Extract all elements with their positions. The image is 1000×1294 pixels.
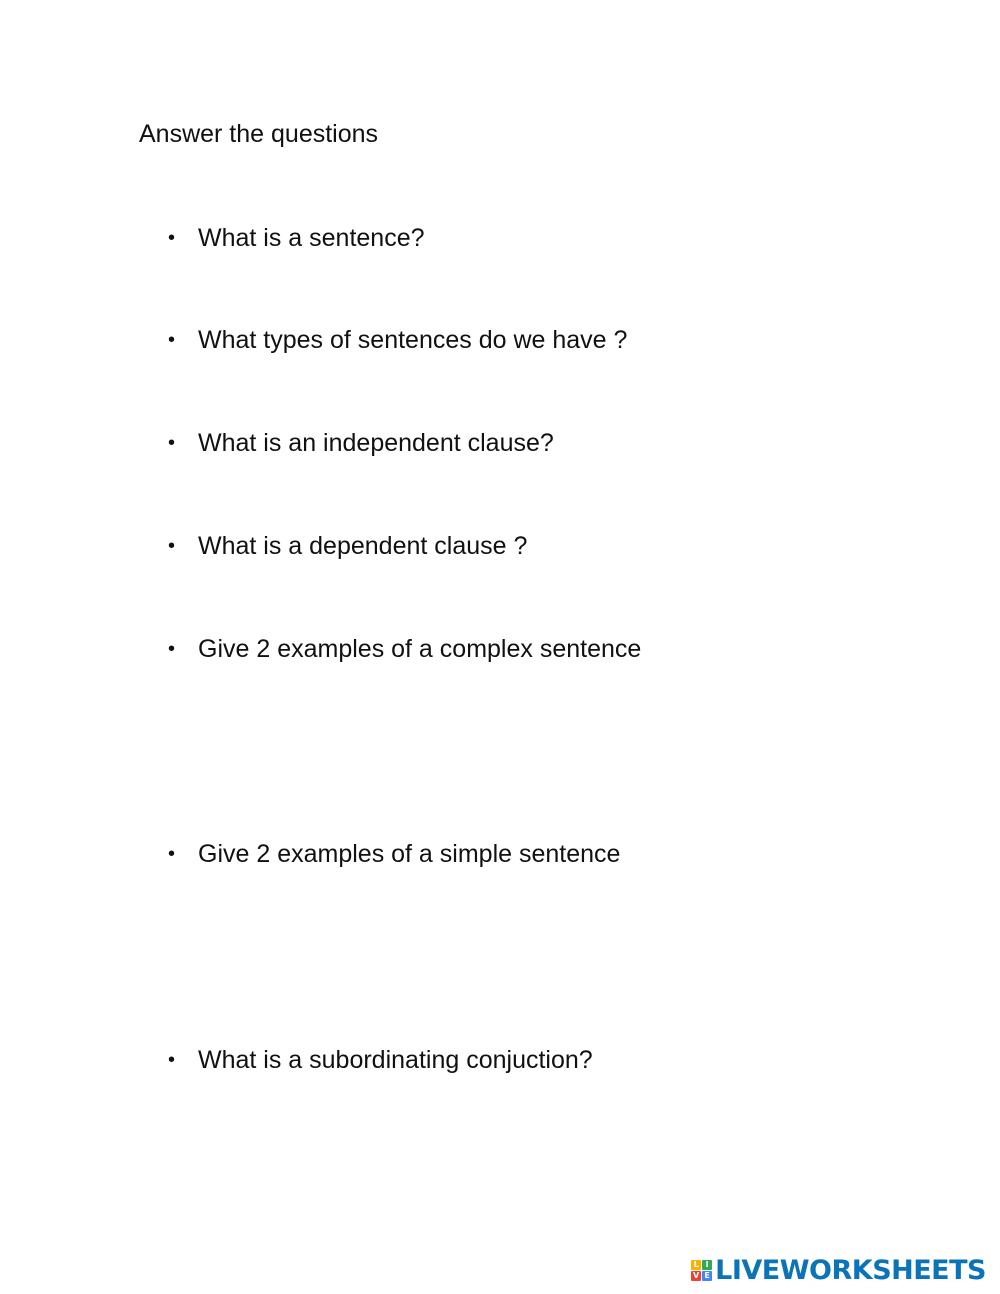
bullet-icon: • [168, 329, 176, 351]
question-item-5 [168, 633, 641, 665]
worksheet-heading: Answer the questions [139, 120, 379, 148]
bullet-icon: • [168, 638, 176, 660]
question-item-2 [168, 324, 627, 356]
question-text: What types of sentences do we have ? [198, 326, 628, 354]
liveworksheets-logo-icon [691, 1260, 712, 1281]
question-item-7 [168, 1044, 593, 1076]
question-text: What is a dependent clause ? [198, 532, 528, 560]
bullet-icon: • [168, 1049, 176, 1071]
logo-tile-l: L [691, 1260, 701, 1270]
question-item-4 [168, 530, 527, 562]
question-text: Give 2 examples of a complex sentence [198, 635, 642, 663]
bullet-icon: • [168, 535, 176, 557]
question-text: What is an independent clause? [198, 429, 554, 457]
question-text: What is a subordinating conjuction? [198, 1046, 593, 1074]
logo-wordmark: LIVEWORKSHEETS [715, 1254, 986, 1286]
question-item-1 [168, 222, 425, 254]
question-text: Give 2 examples of a simple sentence [198, 840, 621, 868]
logo-tile-i: I [702, 1260, 712, 1270]
bullet-icon: • [168, 432, 176, 454]
bullet-icon: • [168, 843, 176, 865]
logo-tile-v: V [693, 1270, 700, 1280]
question-item-6 [168, 838, 620, 870]
liveworksheets-logo [691, 1252, 986, 1288]
question-item-3 [168, 427, 554, 459]
logo-tile-e: E [702, 1271, 712, 1281]
bullet-icon: • [168, 227, 176, 249]
question-text: What is a sentence? [198, 224, 425, 252]
